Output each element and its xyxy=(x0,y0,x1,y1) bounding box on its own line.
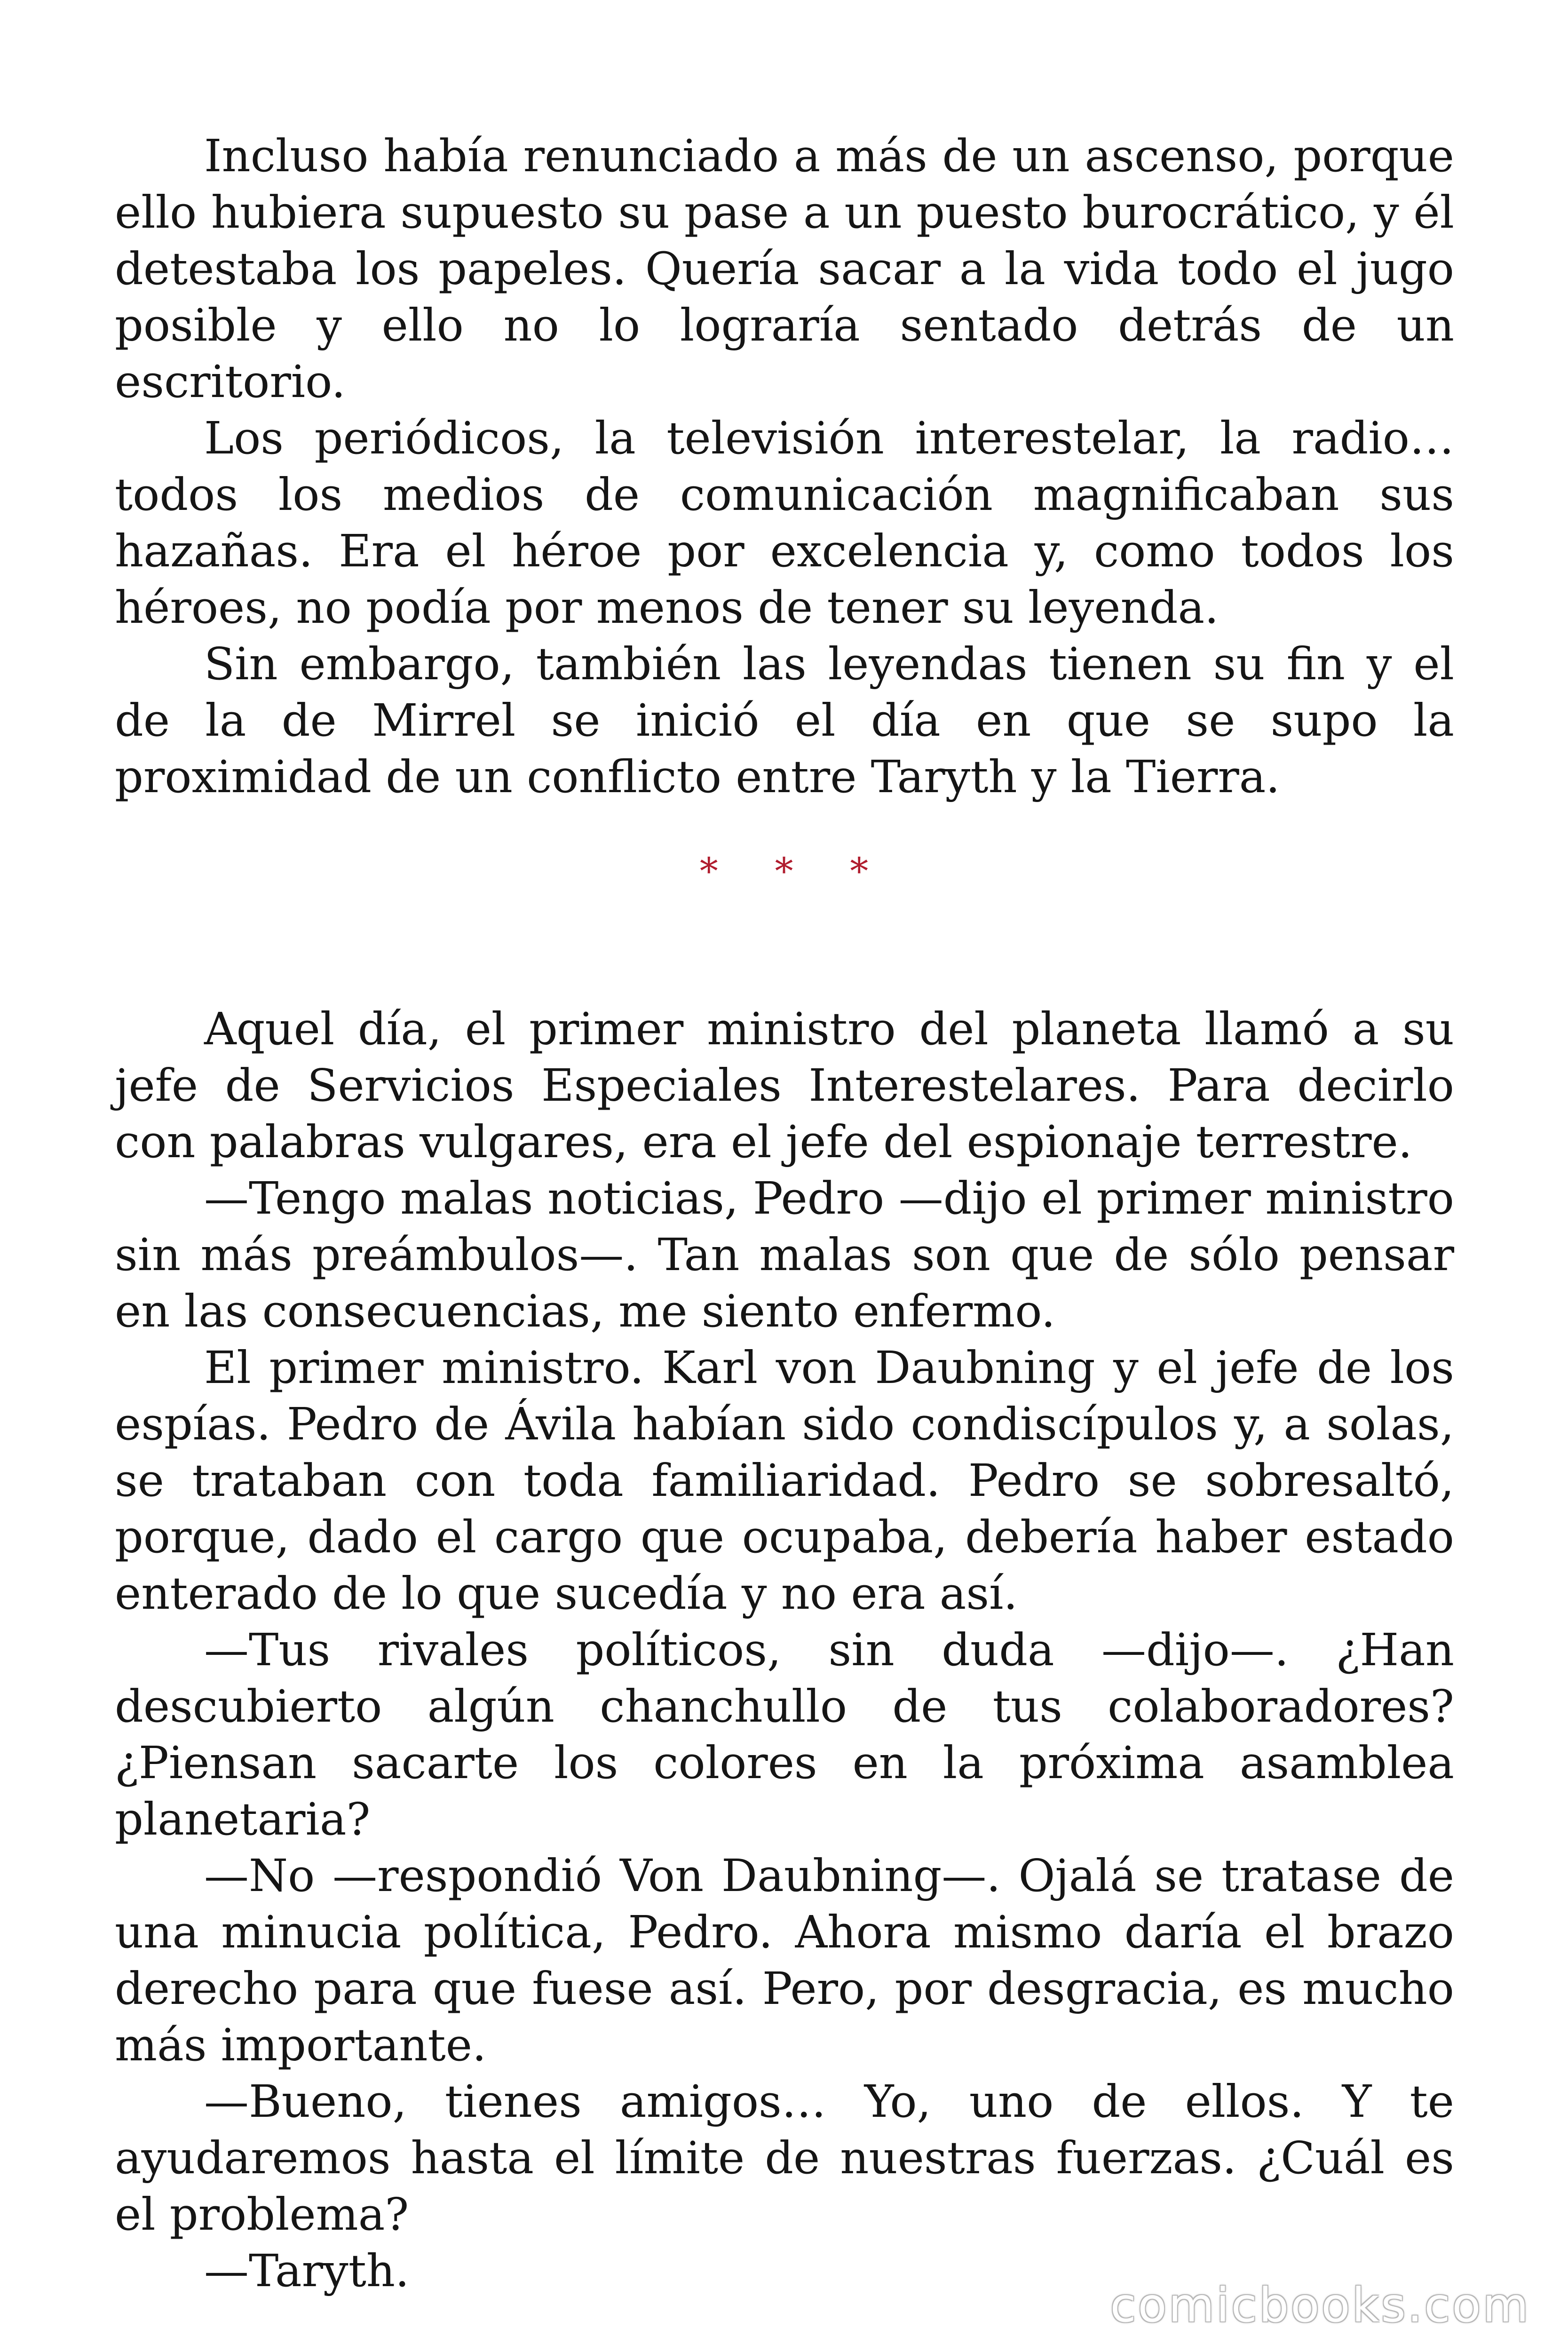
paragraph: Incluso había renunciado a más de un ascenso, porque ello hubiera supuesto su pase a un puesto burocrático, y él detestaba los papeles. Quería sacar a la vida todo el jugo posible y ello no lo lograría sentado detrás de un escritorio. xyxy=(115,130,1454,408)
paragraph: Sin embargo, también las leyendas tienen su fin y el de la de Mirrel se inició el día en que se supo la proximidad de un conflicto entre Taryth y la Tierra. xyxy=(115,638,1454,803)
paragraph: —Bueno, tienes amigos… Yo, uno de ellos. Y te ayudaremos hasta el límite de nuestras fuerzas. ¿Cuál es el problema? xyxy=(115,2076,1454,2241)
paragraph: —Tus rivales políticos, sin duda —dijo—. ¿Han descubierto algún chanchullo de tus colaboradores? ¿Piensan sacarte los colores en la próxima asamblea planetaria? xyxy=(115,1624,1454,1845)
paragraph: —Taryth. xyxy=(204,2245,410,2297)
section-separator: * * * xyxy=(699,850,891,893)
paragraph: —Tengo malas noticias, Pedro —dijo el primer ministro sin más preámbulos—. Tan malas son que de sólo pensar en las consecuencias, me siento enfermo. xyxy=(115,1173,1454,1337)
text-section-bottom xyxy=(115,1001,1454,2299)
watermark: comicbooks.com xyxy=(1110,2278,1530,2333)
paragraph: Aquel día, el primer ministro del planeta llamó a su jefe de Servicios Especiales Interestelares. Para decirlo con palabras vulgares, era el jefe del espionaje terrestre. xyxy=(115,1003,1454,1168)
paragraph: El primer ministro. Karl von Daubning y el jefe de los espías. Pedro de Ávila habían sido condiscípulos y, a solas, se trataban con toda familiaridad. Pedro se sobresaltó, porque, dado el cargo que ocupaba, debería haber estado enterado de lo que sucedía y no era así. xyxy=(115,1342,1454,1620)
paragraph: —No —respondió Von Daubning—. Ojalá se tratase de una minucia política, Pedro. Ahora mismo daría el brazo derecho para que fuese así. Pero, por desgracia, es mucho más importante. xyxy=(115,1850,1454,2071)
paragraph: Los periódicos, la televisión interestelar, la radio… todos los medios de comunicación magnificaban sus hazañas. Era el héroe por excelencia y, como todos los héroes, no podía por menos de tener su leyenda. xyxy=(115,413,1454,634)
text-section-top xyxy=(115,128,1454,805)
